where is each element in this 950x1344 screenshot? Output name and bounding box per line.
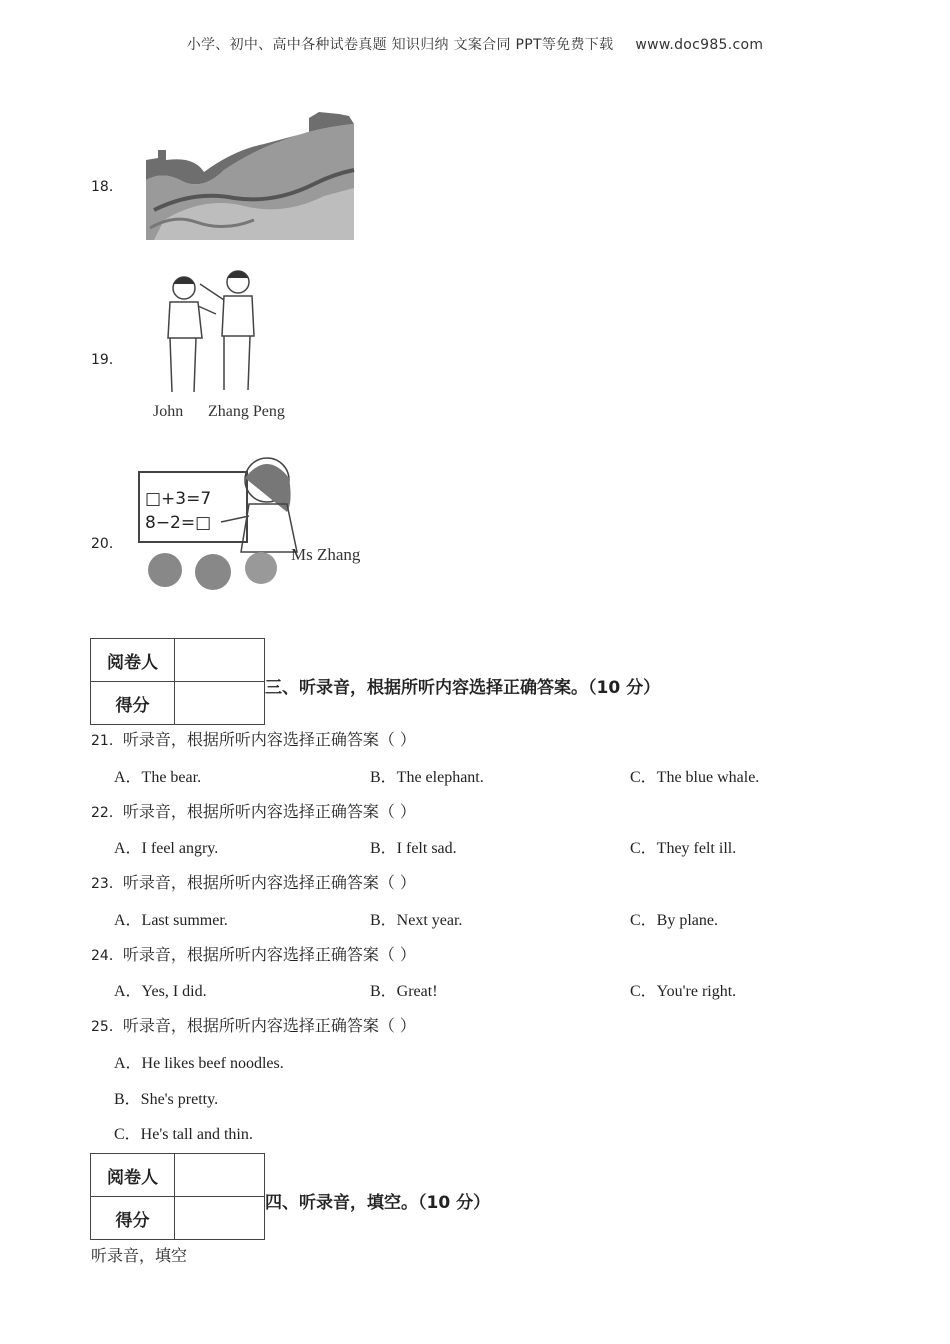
label-zhang-peng: Zhang Peng [208, 403, 285, 420]
score-table-section3 [90, 638, 265, 725]
question-number-20: 20． [91, 536, 123, 552]
q24-option-b[interactable]: B．Great! [370, 983, 438, 1000]
question-24: 24．听录音，根据所听内容选择正确答案（ ） [91, 945, 416, 964]
section4-title: 四、听录音，填空。（10 分） [265, 1193, 491, 1213]
q24-option-c[interactable]: C．You're right. [630, 983, 737, 1000]
score-label-2: 得分 [91, 1197, 175, 1240]
question-number-18: 18． [91, 179, 123, 195]
score-cell-2[interactable] [175, 1197, 265, 1240]
label-john: John [153, 403, 184, 420]
two-boys-picture [150, 262, 310, 424]
board-line-1: □+3=7 [145, 489, 212, 509]
question-23: 23．听录音，根据所听内容选择正确答案（ ） [91, 873, 416, 892]
question-22: 22．听录音，根据所听内容选择正确答案（ ） [91, 802, 416, 821]
q22-option-b[interactable]: B．I felt sad. [370, 840, 457, 857]
teacher-board-picture [137, 452, 377, 600]
reviewer-cell-2[interactable] [175, 1154, 265, 1197]
question-21: 21．听录音，根据所听内容选择正确答案（ ） [91, 730, 416, 749]
q24-option-a[interactable]: A．Yes, I did. [114, 983, 207, 1000]
great-wall-picture [144, 110, 356, 242]
score-table-section4 [90, 1153, 265, 1240]
question-number-19: 19． [91, 352, 123, 368]
q22-option-a[interactable]: A．I feel angry. [114, 840, 219, 857]
q21-option-a[interactable]: A．The bear. [114, 769, 202, 786]
q22-option-c[interactable]: C．They felt ill. [630, 840, 737, 857]
q21-option-b[interactable]: B．The elephant. [370, 769, 484, 786]
header-text: 小学、初中、高中各种试卷真题 知识归纳 文案合同 PPT等免费下载 [186, 37, 614, 53]
page-header [0, 34, 950, 54]
reviewer-label-2: 阅卷人 [91, 1154, 175, 1197]
section3-title: 三、听录音，根据所听内容选择正确答案。（10 分） [265, 678, 661, 698]
q25-option-b[interactable]: B．She's pretty. [114, 1091, 219, 1108]
label-ms-zhang: Ms Zhang [291, 545, 361, 564]
header-site: www.doc985.com [635, 37, 764, 53]
reviewer-cell[interactable] [175, 639, 265, 682]
q23-option-a[interactable]: A．Last summer. [114, 912, 228, 929]
q21-option-c[interactable]: C．The blue whale. [630, 769, 760, 786]
q23-option-c[interactable]: C．By plane. [630, 912, 718, 929]
score-cell[interactable] [175, 682, 265, 725]
reviewer-label: 阅卷人 [91, 639, 175, 682]
question-25: 25．听录音，根据所听内容选择正确答案（ ） [91, 1016, 416, 1035]
q25-option-c[interactable]: C．He's tall and thin. [114, 1126, 253, 1143]
q25-option-a[interactable]: A．He likes beef noodles. [114, 1055, 284, 1072]
score-label: 得分 [91, 682, 175, 725]
q23-option-b[interactable]: B．Next year. [370, 912, 463, 929]
board-line-2: 8−2=□ [145, 513, 212, 533]
section4-instruction: 听录音，填空 [91, 1246, 188, 1265]
